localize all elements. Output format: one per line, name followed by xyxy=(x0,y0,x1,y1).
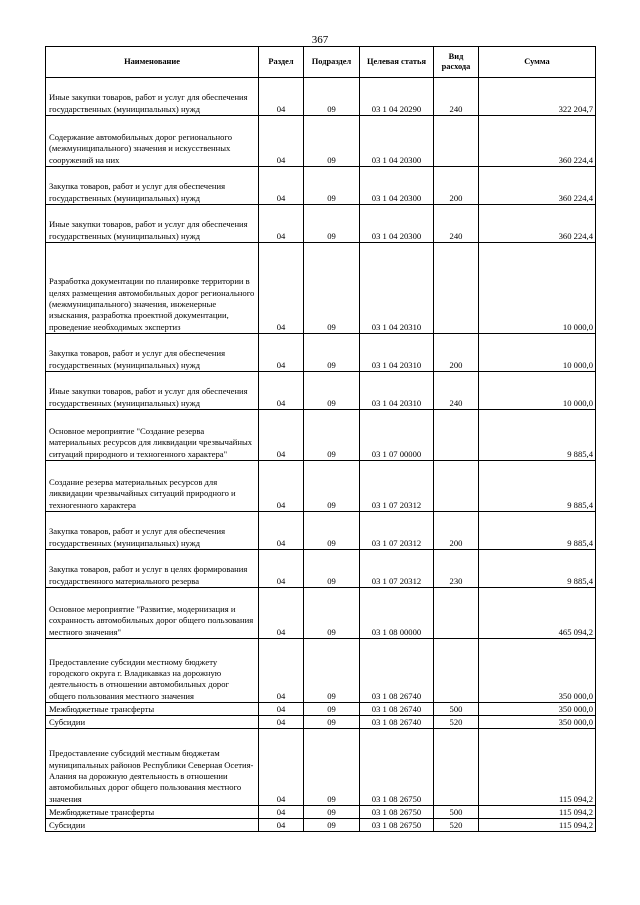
cell-vid: 240 xyxy=(434,372,479,410)
cell-podrazdel: 09 xyxy=(304,588,360,639)
table-row xyxy=(46,729,596,806)
table-row xyxy=(46,205,596,243)
cell-name: Предоставление субсидии местному бюджету городского округа г. Владикавказ на дорожную деятельность в отношении автомобильных дорог общего пользования местного значения xyxy=(46,639,259,703)
cell-vid xyxy=(434,588,479,639)
page-number: 367 xyxy=(311,34,329,46)
cell-celevaya: 03 1 08 26740 xyxy=(360,639,434,703)
table-row xyxy=(46,819,596,832)
cell-name: Межбюджетные трансферты xyxy=(46,703,259,716)
cell-razdel: 04 xyxy=(259,372,304,410)
cell-razdel: 04 xyxy=(259,703,304,716)
cell-name: Разработка документации по планировке территории в целях размещения автомобильных дорог регионального (межмуниципального) значения, инженерные изыскания, разработка проектной документации, проведение необходимых экспертиз xyxy=(46,243,259,334)
cell-razdel: 04 xyxy=(259,806,304,819)
cell-podrazdel: 09 xyxy=(304,372,360,410)
header-razdel: Раздел xyxy=(259,47,304,78)
cell-name: Предоставление субсидий местным бюджетам муниципальных районов Республики Северная Осетия-Алания на дорожную деятельность в отношении автомобильных дорог общего пользования местного значения xyxy=(46,729,259,806)
cell-celevaya: 03 1 04 20290 xyxy=(360,78,434,116)
cell-summa: 115 094,2 xyxy=(479,729,596,806)
cell-name: Закупка товаров, работ и услуг для обеспечения государственных (муниципальных) нужд xyxy=(46,334,259,372)
table-row xyxy=(46,550,596,588)
cell-podrazdel: 09 xyxy=(304,716,360,729)
table-row xyxy=(46,703,596,716)
cell-razdel: 04 xyxy=(259,410,304,461)
cell-name: Создание резерва материальных ресурсов для ликвидации чрезвычайных ситуаций природного и техногенного характера xyxy=(46,461,259,512)
cell-podrazdel: 09 xyxy=(304,703,360,716)
header-vid: Вид расхода xyxy=(434,47,479,78)
cell-razdel: 04 xyxy=(259,334,304,372)
cell-podrazdel: 09 xyxy=(304,334,360,372)
cell-celevaya: 03 1 04 20310 xyxy=(360,334,434,372)
cell-celevaya: 03 1 04 20300 xyxy=(360,116,434,167)
table-row xyxy=(46,243,596,334)
cell-razdel: 04 xyxy=(259,243,304,334)
cell-vid xyxy=(434,639,479,703)
cell-celevaya: 03 1 08 26740 xyxy=(360,703,434,716)
cell-podrazdel: 09 xyxy=(304,116,360,167)
cell-summa: 9 885,4 xyxy=(479,550,596,588)
cell-summa: 9 885,4 xyxy=(479,461,596,512)
table-row xyxy=(46,639,596,703)
cell-summa: 9 885,4 xyxy=(479,512,596,550)
cell-celevaya: 03 1 04 20300 xyxy=(360,167,434,205)
cell-name: Основное мероприятие "Создание резерва материальных ресурсов для ликвидации чрезвычайных ситуаций природного и техногенного характера" xyxy=(46,410,259,461)
budget-table xyxy=(45,46,596,832)
cell-razdel: 04 xyxy=(259,639,304,703)
cell-podrazdel: 09 xyxy=(304,205,360,243)
header-summa: Сумма xyxy=(479,47,596,78)
cell-name: Иные закупки товаров, работ и услуг для обеспечения государственных (муниципальных) нужд xyxy=(46,205,259,243)
cell-podrazdel: 09 xyxy=(304,461,360,512)
table-row xyxy=(46,588,596,639)
cell-name: Иные закупки товаров, работ и услуг для обеспечения государственных (муниципальных) нужд xyxy=(46,78,259,116)
cell-summa: 350 000,0 xyxy=(479,703,596,716)
cell-celevaya: 03 1 04 20310 xyxy=(360,372,434,410)
cell-vid: 230 xyxy=(434,550,479,588)
cell-razdel: 04 xyxy=(259,167,304,205)
cell-razdel: 04 xyxy=(259,729,304,806)
table-row xyxy=(46,512,596,550)
cell-name: Закупка товаров, работ и услуг в целях формирования государственного материального резерва xyxy=(46,550,259,588)
cell-summa: 10 000,0 xyxy=(479,334,596,372)
cell-name: Основное мероприятие "Развитие, модернизация и сохранность автомобильных дорог общего пользования местного значения" xyxy=(46,588,259,639)
cell-vid xyxy=(434,116,479,167)
cell-celevaya: 03 1 07 20312 xyxy=(360,461,434,512)
cell-vid xyxy=(434,461,479,512)
cell-razdel: 04 xyxy=(259,512,304,550)
cell-summa: 10 000,0 xyxy=(479,243,596,334)
table-row xyxy=(46,334,596,372)
cell-razdel: 04 xyxy=(259,819,304,832)
cell-podrazdel: 09 xyxy=(304,819,360,832)
cell-summa: 465 094,2 xyxy=(479,588,596,639)
table-row xyxy=(46,410,596,461)
cell-vid: 240 xyxy=(434,78,479,116)
cell-vid: 500 xyxy=(434,703,479,716)
cell-name: Содержание автомобильных дорог регионального (межмуниципального) значения и искусственных сооружений на них xyxy=(46,116,259,167)
cell-podrazdel: 09 xyxy=(304,729,360,806)
table-body xyxy=(46,78,596,832)
table-row xyxy=(46,78,596,116)
cell-razdel: 04 xyxy=(259,716,304,729)
cell-name: Иные закупки товаров, работ и услуг для обеспечения государственных (муниципальных) нужд xyxy=(46,372,259,410)
cell-summa: 360 224,4 xyxy=(479,116,596,167)
cell-razdel: 04 xyxy=(259,205,304,243)
cell-celevaya: 03 1 08 26750 xyxy=(360,806,434,819)
cell-celevaya: 03 1 07 00000 xyxy=(360,410,434,461)
cell-podrazdel: 09 xyxy=(304,550,360,588)
cell-celevaya: 03 1 04 20300 xyxy=(360,205,434,243)
cell-vid: 520 xyxy=(434,716,479,729)
cell-summa: 10 000,0 xyxy=(479,372,596,410)
table-row xyxy=(46,716,596,729)
cell-summa: 350 000,0 xyxy=(479,639,596,703)
cell-vid: 200 xyxy=(434,512,479,550)
cell-summa: 115 094,2 xyxy=(479,806,596,819)
cell-celevaya: 03 1 07 20312 xyxy=(360,550,434,588)
cell-name: Закупка товаров, работ и услуг для обеспечения государственных (муниципальных) нужд xyxy=(46,167,259,205)
header-podrazdel: Подраздел xyxy=(304,47,360,78)
cell-razdel: 04 xyxy=(259,550,304,588)
cell-summa: 9 885,4 xyxy=(479,410,596,461)
cell-summa: 115 094,2 xyxy=(479,819,596,832)
cell-podrazdel: 09 xyxy=(304,410,360,461)
cell-vid: 200 xyxy=(434,334,479,372)
header-celevaya: Целевая статья xyxy=(360,47,434,78)
cell-podrazdel: 09 xyxy=(304,806,360,819)
cell-celevaya: 03 1 07 20312 xyxy=(360,512,434,550)
cell-celevaya: 03 1 04 20310 xyxy=(360,243,434,334)
table-row xyxy=(46,461,596,512)
cell-razdel: 04 xyxy=(259,116,304,167)
cell-summa: 360 224,4 xyxy=(479,167,596,205)
cell-summa: 360 224,4 xyxy=(479,205,596,243)
header-name: Наименование xyxy=(46,47,259,78)
cell-razdel: 04 xyxy=(259,78,304,116)
cell-name: Субсидии xyxy=(46,716,259,729)
cell-celevaya: 03 1 08 26740 xyxy=(360,716,434,729)
table-row xyxy=(46,167,596,205)
cell-podrazdel: 09 xyxy=(304,512,360,550)
cell-vid xyxy=(434,729,479,806)
table-row xyxy=(46,116,596,167)
cell-vid xyxy=(434,243,479,334)
cell-vid: 200 xyxy=(434,167,479,205)
cell-podrazdel: 09 xyxy=(304,167,360,205)
cell-vid: 520 xyxy=(434,819,479,832)
cell-razdel: 04 xyxy=(259,461,304,512)
cell-vid: 240 xyxy=(434,205,479,243)
cell-celevaya: 03 1 08 00000 xyxy=(360,588,434,639)
cell-summa: 322 204,7 xyxy=(479,78,596,116)
table-row xyxy=(46,806,596,819)
cell-summa: 350 000,0 xyxy=(479,716,596,729)
table-row xyxy=(46,372,596,410)
cell-name: Межбюджетные трансферты xyxy=(46,806,259,819)
cell-name: Субсидии xyxy=(46,819,259,832)
cell-vid: 500 xyxy=(434,806,479,819)
cell-razdel: 04 xyxy=(259,588,304,639)
cell-podrazdel: 09 xyxy=(304,639,360,703)
cell-celevaya: 03 1 08 26750 xyxy=(360,819,434,832)
cell-podrazdel: 09 xyxy=(304,78,360,116)
cell-celevaya: 03 1 08 26750 xyxy=(360,729,434,806)
table-header-row xyxy=(46,47,596,78)
cell-vid xyxy=(434,410,479,461)
cell-podrazdel: 09 xyxy=(304,243,360,334)
cell-name: Закупка товаров, работ и услуг для обеспечения государственных (муниципальных) нужд xyxy=(46,512,259,550)
